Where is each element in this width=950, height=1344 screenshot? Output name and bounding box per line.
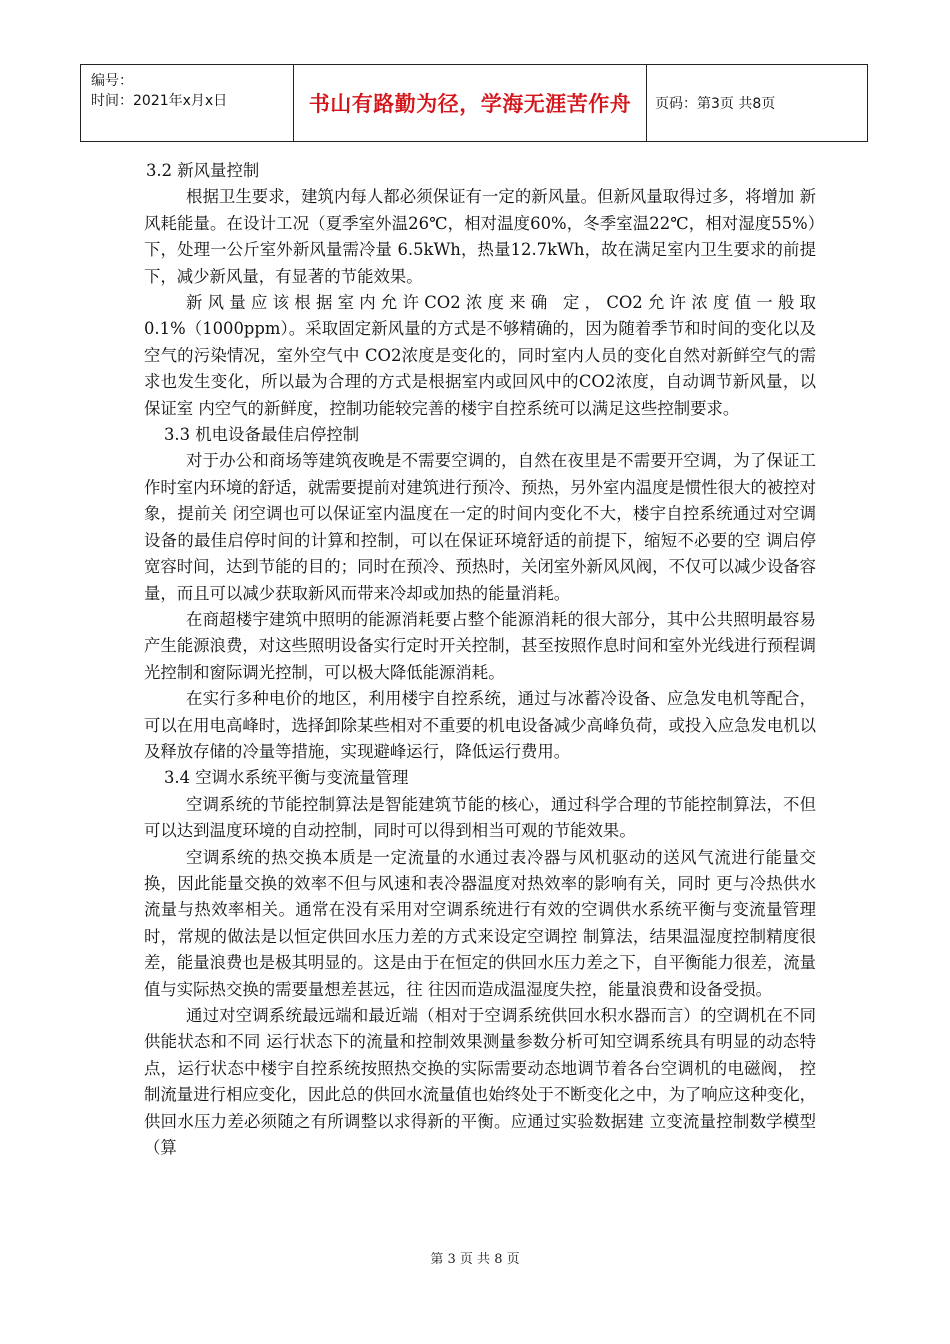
header-page: 页码：第3页 共8页 [647, 65, 868, 142]
page-footer: 第 3 页 共 8 页 [430, 1252, 520, 1267]
header-meta [81, 65, 294, 142]
section-heading: 3.3 机电设备最佳启停控制 [164, 425, 360, 445]
paragraph: 在商超楼宇建筑中照明的能源消耗要占整个能源消耗的很大部分，其中公共照明最容易产生能源浪费，对这些照明设备实行定时开关控制，甚至按照作息时间和室外光线进行预程调光控制和窗际调光控制，可以极大降低能源消耗。 [144, 609, 817, 682]
paragraph: 根据卫生要求，建筑内每人都必须保证有一定的新风量。但新风量取得过多，将增加 新风耗能量。在设计工况（夏季室外温26℃，相对温度60%，冬季室温22℃，相对湿度55%）下，处理一公斤室外新风量需冷量 6.5kWh，热量12.7kWh，故在满足室内卫生要求的前提下，减少新风量，有显著的节能效果。 [144, 187, 816, 286]
paragraph: 在实行多种电价的地区，利用楼宇自控系统，通过与冰蓄冷设备、应急发电机等配合，可以在用电高峰时，选择卸除某些相对不重要的机电设备减少高峰负荷，或投入应急发电机以及释放存储的冷量等措施，实现避峰运行，降低运行费用。 [144, 689, 817, 761]
paragraph: 通过对空调系统最远端和最近端（相对于空调系统供回水积水器而言）的空调机在不同供能状态和不同 运行状态下的流量和控制效果测量参数分析可知空调系统具有明显的动态特点，运行状态中楼宇自控系统按照热交换的实际需要动态地调节着各台空调机的电磁阀， 控制流量进行相应变化，因此总的供回水流量值也始终处于不断变化之中，为了响应这种变化，供回水压力差必须随之有所调整以求得新的平衡。应通过实验数据建 立变流量控制数学模型（算 [144, 1006, 817, 1158]
header-number: 编号： [91, 73, 133, 89]
paragraph: 对于办公和商场等建筑夜晚是不需要空调的，自然在夜里是不需要开空调，为了保证工作时室内环境的舒适，就需要提前对建筑进行预冷、预热，另外室内温度是惯性很大的被控对象，提前关 闭空调也可以保证室内温度在一定的时间内变化不大，楼宇自控系统通过对空调设备的最佳启停时间的计算和控制，可以在保证环境舒适的前提下，缩短不必要的空 调启停宽容时间，达到节能的目的；同时在预冷、预热时，关闭室外新风风阀，不仅可以减少设备容量，而且可以减少获取新风而带来冷却或加热的能量消耗。 [144, 451, 817, 603]
paragraph: 空调系统的热交换本质是一定流量的水通过表冷器与风机驱动的送风气流进行能量交换，因此能量交换的效率不但与风速和表冷器温度对热效率的影响有关，同时 更与冷热供水流量与热效率相关。通常在没有采用对空调系统进行有效的空调供水系统平衡与变流量管理时，常规的做法是以恒定供回水压力差的方式来设定空调控 制算法，结果温湿度控制精度很差，能量浪费也是极其明显的。这是由于在恒定的供回水压力差之下，自平衡能力很差，流量值与实际热交换的需要量想差甚远，往 往因而造成温湿度失控，能量浪费和设备受损。 [144, 847, 817, 999]
paragraph: 新风量应该根据室内允许CO2浓度来确 定，CO2允许浓度值一般取0.1%（1000ppm）。采取固定新风量的方式是不够精确的，因为随着季节和时间的变化以及空气的污染情况，室外空气中 CO2浓度是变化的，同时室内人员的变化自然对新鲜空气的需求也发生变化，所以最为合理的方式是根据室内或回风中的CO2浓度，自动调节新风量，以保证室 内空气的新鲜度，控制功能较完善的楼宇自控系统可以满足这些控制要求。 [144, 293, 816, 418]
section-heading: 3.4 空调水系统平衡与变流量管理 [164, 768, 409, 788]
header-time: 时间：2021年x月x日 [91, 93, 228, 109]
paragraph: 空调系统的节能控制算法是智能建筑节能的核心，通过科学合理的节能控制算法，不但可以达到温度环境的自动控制，同时可以得到相当可观的节能效果。 [144, 794, 816, 841]
document-body [144, 158, 816, 1161]
header-table [80, 64, 868, 142]
header-motto: 书山有路勤为径，学海无涯苦作舟 [294, 65, 647, 142]
section-heading: 3.2 新风量控制 [146, 161, 260, 180]
